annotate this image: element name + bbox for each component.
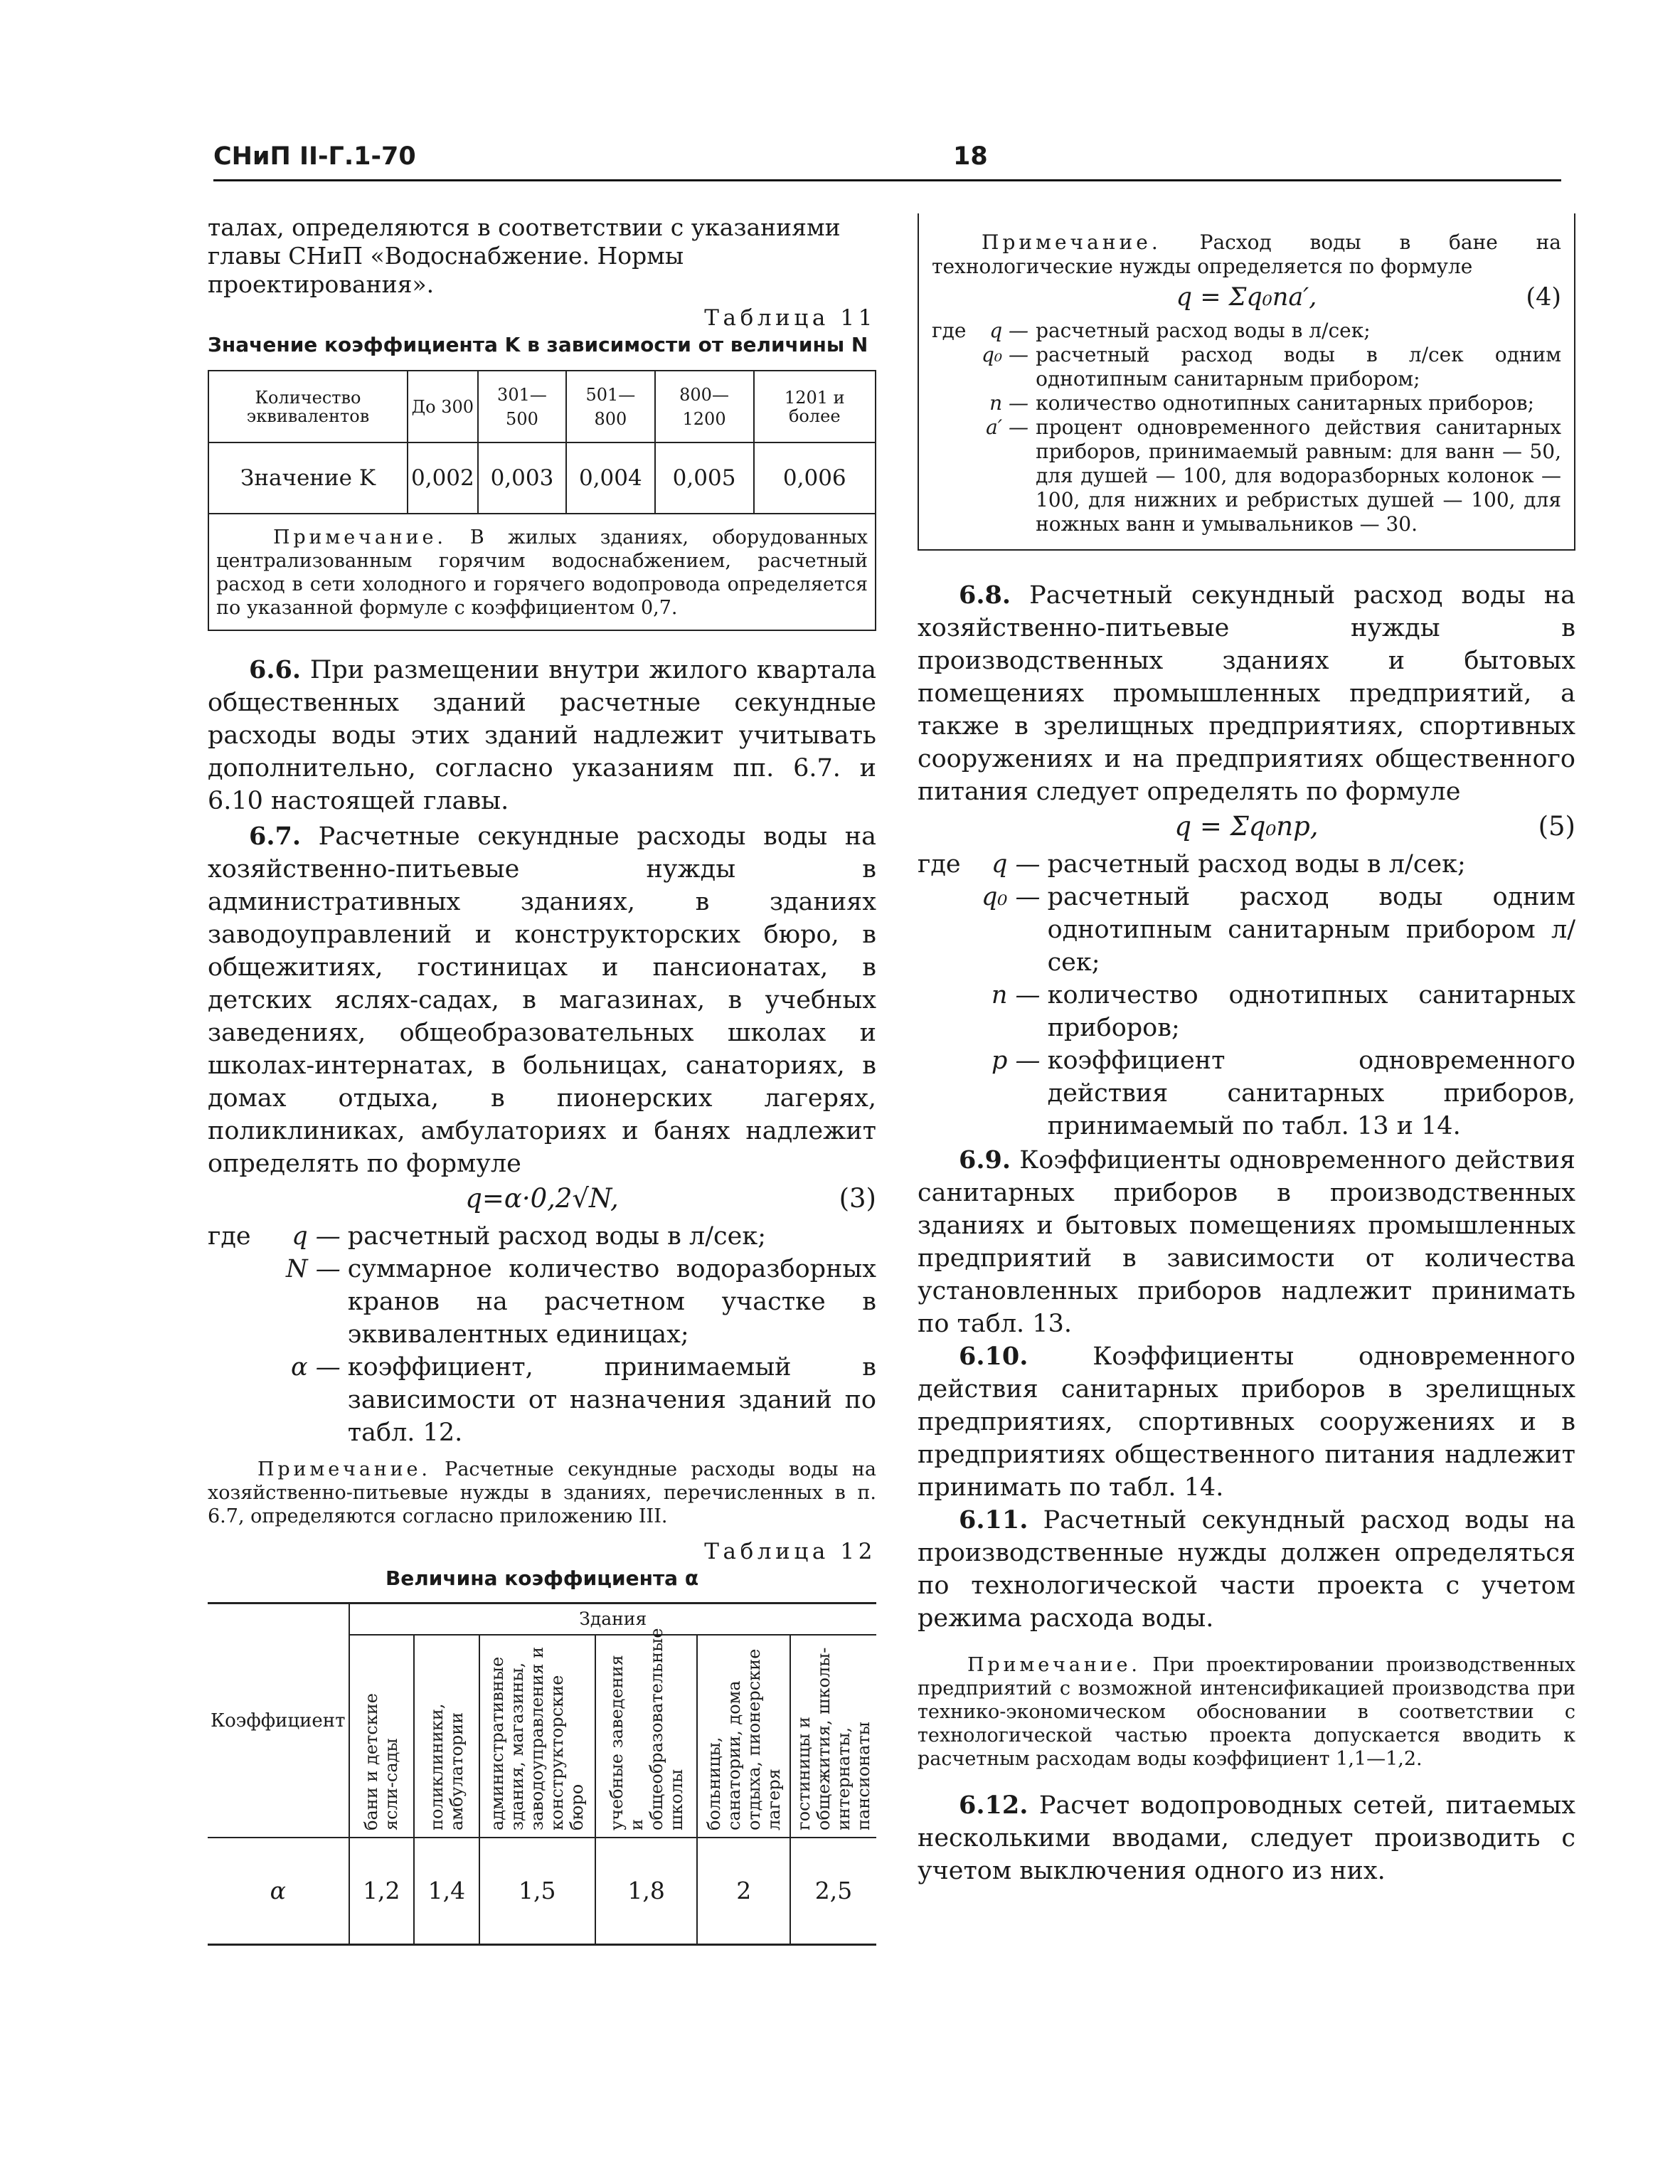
note-lead: Примечание.: [273, 526, 447, 548]
definition-text: расчетный расход воды в л/сек;: [1047, 850, 1466, 879]
table11-value: 0,005: [655, 442, 754, 514]
table11-value: 0,004: [566, 442, 654, 514]
column-header-text: больницы, санатории, дома отдыха, пионерские лагеря: [703, 1648, 784, 1830]
table12-value: 2: [697, 1838, 790, 1944]
formula-5-definitions: [918, 848, 1575, 1143]
note-text: В жилых зданиях, оборудованных централизованным горячим водоснабжением, расчетный расход в сети холодного и горячего водопровода определяется по указанной формуле с коэффициентом 0,7.: [216, 526, 868, 619]
paragraph-6-8: [918, 579, 1575, 808]
definition-text: коэффициент, принимаемый в зависимости от назначения зданий по табл. 12.: [347, 1353, 876, 1447]
table11-title: Значение коэффициента K в зависимости от величины N: [208, 333, 868, 356]
table12-col-6: [790, 1635, 876, 1838]
table12-value: 2,5: [790, 1838, 876, 1944]
table12-col-3: [479, 1635, 595, 1838]
definition-symbol: a′ —: [986, 415, 1029, 439]
paragraph-number: 6.9.: [959, 1145, 1011, 1175]
table-row: [209, 442, 875, 514]
left-column: [208, 213, 876, 1946]
paragraph-number: 6.12.: [959, 1791, 1028, 1820]
definition-symbol: n —: [989, 391, 1029, 415]
column-header-text: гостиницы и общежития, школы-интернаты, пансионаты: [794, 1647, 873, 1830]
formula-3-definitions: [208, 1220, 876, 1449]
definition-text: расчетный расход воды в л/сек;: [347, 1222, 766, 1251]
formula-4: [932, 283, 1561, 319]
note-lead: Примечание.: [982, 230, 1161, 254]
formula-number: (5): [1538, 811, 1575, 842]
document-code: СНиП II-Г.1-70: [213, 142, 416, 171]
page-header: [213, 142, 1561, 181]
definition-symbol: q₀ —: [982, 343, 1029, 366]
table12-col-5: [697, 1635, 790, 1838]
intro-text: талах, определяются в соответствии с указаниями главы СНиП «Водоснабжение. Нормы проектирования».: [208, 213, 841, 298]
paragraph-text: При размещении внутри жилого квартала общественных зданий расчетные секундные расходы воды этих зданий надлежит учитывать дополнительно, согласно указаниям пп. 6.7. и 6.10 настоящей главы.: [208, 656, 876, 815]
right-column: [918, 213, 1575, 1887]
where-lead: где: [208, 1222, 251, 1251]
formula-expression: q=α·0,2√N,: [465, 1183, 619, 1214]
table12-title: Величина коэффициента α: [385, 1567, 699, 1590]
table11-header-first: Количество эквивалентов: [209, 371, 408, 442]
column-header-text: учебные заведения и общеобразовательные школы: [606, 1628, 686, 1830]
formula-number: (4): [1526, 283, 1561, 312]
table12-value: 1,4: [414, 1838, 479, 1944]
table12-col-4: [595, 1628, 698, 1838]
table11-value: 0,006: [754, 442, 875, 514]
table11-col-1: До 300: [408, 371, 478, 442]
paragraph-number: 6.8.: [959, 581, 1011, 610]
definition-symbol: q —: [292, 1222, 341, 1251]
table12-header-first: Коэффициент: [208, 1603, 349, 1838]
definition-text: расчетный расход воды в л/сек одним однотипным санитарным прибором;: [1036, 343, 1561, 391]
table11-box: [208, 370, 876, 631]
table-row: [209, 371, 875, 442]
note-text: Расход воды в бане на технологические нужды определяется по формуле: [932, 230, 1561, 278]
where-lead: где: [932, 319, 967, 342]
column-header-text: административные здания, магазины, заводоуправления и конструкторские бюро: [487, 1646, 588, 1830]
table11-value: 0,002: [408, 442, 478, 514]
definition-symbol: q —: [989, 319, 1029, 342]
table11-col-5: 1201 и более: [754, 371, 875, 442]
column-header-text: бани и детские ясли-сады: [361, 1693, 402, 1830]
table11-col-3: 501—800: [566, 371, 654, 442]
definition-text: расчетный расход воды одним однотипным санитарным прибором л/сек;: [1047, 883, 1575, 977]
paragraph-6-11: [918, 1504, 1575, 1635]
paragraph-text: Расчетные секундные расходы воды на хозяйственно-питьевые нужды в административных зданиях, в зданиях заводоуправлений и конструкторских бюро, в общежитиях, гостиницах и пансионатах, в детских яслях-садах, в магазинах, в учебных заведениях, общеобразовательных школах и школах-интернатах, в больницах, санаториях, в домах отдыха, в пионерских лагерях, поликлиниках, амбулаториях и банях надлежит определять по формуле: [208, 822, 876, 1178]
table11-value: 0,003: [478, 442, 566, 514]
definition-symbol: q —: [991, 850, 1041, 879]
definition-text: количество однотипных санитарных приборов;: [1036, 391, 1535, 415]
table11-row-label: Значение K: [209, 442, 408, 514]
formula-3: [208, 1183, 876, 1219]
column-header-text: поликлиники, амбулатории: [426, 1703, 467, 1830]
definition-symbol: N —: [286, 1255, 341, 1283]
paragraph-number: 6.6.: [249, 655, 302, 684]
note-lead: Примечание.: [257, 1458, 431, 1480]
table11-label: Таблица 11: [704, 305, 876, 331]
paragraph-text: Расчетный секундный расход воды на производственные нужды должен определяться по технологической части проекта с учетом режима расхода воды.: [918, 1506, 1575, 1633]
paragraph-6-7: [208, 820, 876, 1180]
table12-label: Таблица 12: [704, 1539, 876, 1564]
table12-row-label: α: [208, 1838, 349, 1944]
table12-col-2: [414, 1635, 479, 1838]
paragraph-number: 6.10.: [959, 1342, 1028, 1371]
definition-text: расчетный расход воды в л/сек;: [1036, 319, 1371, 342]
table12-group-header: Здания: [349, 1603, 876, 1636]
bath-note-box: [918, 213, 1575, 551]
note-lead: Примечание.: [967, 1654, 1141, 1676]
table-row: [208, 1603, 876, 1636]
table11-col-4: 800—1200: [655, 371, 754, 442]
table12-value: 1,5: [479, 1838, 595, 1944]
table-row: [208, 1838, 876, 1944]
table12-col-1: [349, 1635, 415, 1838]
definition-list: [286, 1220, 876, 1449]
paragraph-6-6: [208, 654, 876, 817]
table12: [208, 1602, 876, 1946]
table12-value: 1,2: [349, 1838, 415, 1944]
definition-symbol: n —: [991, 981, 1041, 1009]
note-text: Расчетные секундные расходы воды на хозяйственно-питьевые нужды в зданиях, перечисленных в п. 6.7, определяются согласно приложению III.: [208, 1458, 876, 1527]
formula-expression: q = Σq₀na′,: [1176, 283, 1317, 312]
definition-text: количество однотипных санитарных приборов;: [1047, 981, 1575, 1042]
formula-expression: q = Σq₀np,: [1174, 811, 1319, 842]
table11-col-2: 301—500: [478, 371, 566, 442]
paragraph-number: 6.11.: [959, 1505, 1028, 1534]
paragraph-text: Расчет водопроводных сетей, питаемых несколькими вводами, следует производить с учетом выключения одного из них.: [918, 1791, 1575, 1885]
paragraph-number: 6.7.: [249, 822, 302, 851]
box-note: [932, 230, 1561, 279]
formula-4-definitions: [932, 319, 1561, 536]
definition-text: суммарное количество водоразборных кранов на расчетном участке в эквивалентных единицах;: [347, 1255, 876, 1349]
formula-5: [918, 811, 1575, 847]
table11-note: [209, 514, 875, 630]
definition-symbol: q₀ —: [982, 883, 1041, 911]
definition-symbol: α —: [291, 1353, 341, 1382]
definition-list: [982, 848, 1575, 1143]
where-lead: где: [918, 850, 961, 879]
paragraph-text: Коэффициенты одновременного действия санитарных приборов в производственных зданиях и бытовых помещениях промышленных предприятий в зависимости от количества установленных приборов надлежит принимать по табл. 13.: [918, 1146, 1575, 1338]
paragraph-6-10: [918, 1340, 1575, 1504]
definition-text: коэффициент одновременного действия санитарных приборов, принимаемый по табл. 13 и 14.: [1047, 1046, 1575, 1140]
formula-number: (3): [839, 1183, 876, 1214]
page-number: 18: [953, 142, 988, 171]
table12-value: 1,8: [595, 1838, 698, 1944]
table11: [209, 371, 875, 514]
note-6-11: [918, 1653, 1575, 1771]
paragraph-6-12: [918, 1789, 1575, 1887]
definition-text: процент одновременного действия санитарных приборов, принимаемый равным: для ванн — 50, для душей — 100, для водоразборных колонок — 100, для нижних и ребристых душей — 100, для ножных ванн и умывальников — 30.: [1036, 415, 1561, 536]
note-6-7: [208, 1458, 876, 1528]
definition-symbol: p —: [991, 1046, 1041, 1075]
paragraph-text: Коэффициенты одновременного действия санитарных приборов в зрелищных предприятиях, спортивных сооружениях и в предприятиях общественного питания надлежит принимать по табл. 14.: [918, 1342, 1575, 1502]
note-text: При проектировании производственных предприятий с возможной интенсификацией производства при технико-экономическом обосновании в соответствии с технологической частью проекта допускается вводить к расчетным расходам воды коэффициент 1,1—1,2.: [918, 1654, 1575, 1770]
paragraph-text: Расчетный секундный расход воды на хозяйственно-питьевые нужды в производственных зданиях и бытовых помещениях промышленных предприятий, а также в зрелищных предприятиях, спортивных сооружениях и на предприятиях общественного питания следует определять по формуле: [918, 581, 1575, 806]
paragraph-6-9: [918, 1144, 1575, 1340]
definition-list: [982, 319, 1561, 536]
